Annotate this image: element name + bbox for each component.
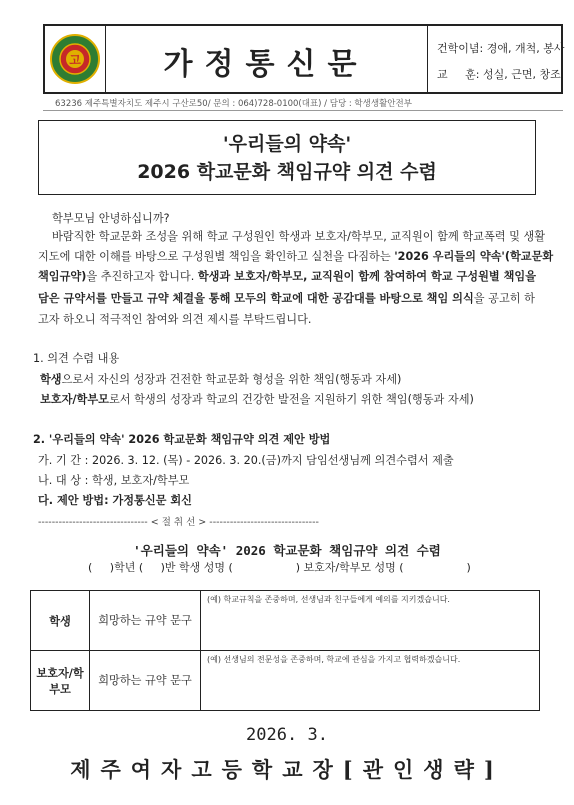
- body-line-2-bold: '2026 우리들의 약속'(학교문화: [394, 250, 554, 263]
- school-motto-value: 성실, 근면, 창조: [482, 68, 561, 81]
- body-line-1: 바람직한 학교문화 조성을 위해 학교 구성원인 학생과 보호자/학부모, 교직원이 함께 학교폭력 및 생활: [52, 230, 546, 243]
- section1-item-student-text: 으로서 자신의 성장과 건전한 학교문화 형성을 위한 책임(행동과 자세): [61, 373, 402, 386]
- form-title: '우리들의 약속' 2026 학교문화 책임규약 의견 수렴: [133, 543, 441, 558]
- school-emblem-icon: [49, 33, 101, 85]
- body-line-2-text: 지도에 대한 이해를 바탕으로 구성원별 책임을 확인하고 실천을 다짐하는: [38, 250, 395, 263]
- school-principal-signature: 제주여자고등학교장[관인생략]: [70, 757, 504, 782]
- section2-target: 나. 대 상 : 학생, 보호자/학부모: [38, 474, 190, 487]
- section1-item-student-bold: 학생: [40, 373, 62, 386]
- header-divider: [43, 110, 563, 111]
- body-line-4: [38, 292, 535, 306]
- section1-item-student: [40, 373, 401, 387]
- form-row-who: 보호자/학부모: [31, 651, 90, 711]
- logo-char: 고: [69, 53, 81, 67]
- section1-heading: 1. 의견 수렴 내용: [33, 352, 120, 365]
- form-row-example[interactable]: (예) 학교규칙을 존중하며, 선생님과 친구들에게 예의를 지키겠습니다.: [201, 591, 540, 651]
- issue-date: 2026. 3.: [246, 725, 328, 745]
- body-line-3-bold2: 학생과 보호자/학부모, 교직원이 함께 참여하여 학교 구성원별 책임을: [197, 270, 537, 283]
- body-line-3: [38, 270, 536, 284]
- school-motto-label: 교 훈:: [437, 68, 480, 81]
- section2-period: 가. 기 간 : 2026. 3. 12. (목) - 2026. 3. 20.(금)까지 담임선생님께 의견수렴서 제출: [38, 454, 454, 467]
- school-address: 63236 제주특별자치도 제주시 구산로50/ 문의 : 064)728-0100(대표) / 담당 : 학생생활안전부: [55, 99, 412, 109]
- notice-title-line2: 2026 학교문화 책임규약 의견 수렴: [137, 161, 437, 183]
- school-logo-cell: [45, 26, 106, 92]
- greeting: 학부모님 안녕하십니까?: [52, 212, 170, 225]
- newsletter-header: [43, 24, 563, 94]
- notice-title-box: [38, 120, 536, 195]
- section1-item-guardian-bold: 보호자/학부모: [40, 393, 109, 406]
- section1-item-guardian: [40, 393, 474, 407]
- school-motto: [437, 66, 561, 82]
- page-title: 가정통신문: [163, 47, 369, 82]
- form-row-label: 희망하는 규약 문구: [90, 651, 201, 711]
- form-row-guardian: [31, 651, 540, 711]
- form-name-fields: ( )학년 ( )반 학생 성명 ( ) 보호자/학부모 성명 ( ): [88, 561, 471, 574]
- founding-philosophy: 건학이념: 경애, 개척, 봉사: [437, 42, 565, 55]
- body-line-3-text: 을 추진하고자 합니다.: [86, 270, 198, 283]
- cut-line: -------------------------------- < 절 취 선 > --------------------------------: [38, 517, 319, 528]
- body-line-4-text: 을 공고히 하: [473, 292, 535, 305]
- body-line-5: 고자 하오니 적극적인 참여와 의견 제시를 부탁드립니다.: [38, 313, 312, 326]
- reply-form-table: [30, 590, 540, 711]
- section2-method: 다. 제안 방법: 가정통신문 회신: [38, 494, 192, 507]
- body-line-2: [38, 250, 553, 264]
- form-row-example[interactable]: (예) 선생님의 전문성을 존중하며, 학교에 관심을 가지고 협력하겠습니다.: [201, 651, 540, 711]
- notice-title-line1: '우리들의 약속': [222, 133, 352, 155]
- body-line-4-bold: 담은 규약서를 만들고 규약 체결을 통해 모두의 학교에 대한 공감대를 바탕으로 책임 의식: [38, 292, 474, 305]
- form-row-who: 학생: [31, 591, 90, 651]
- title-cell: [105, 26, 428, 92]
- section1-item-guardian-text: 로서 학생의 성장과 학교의 건강한 발전을 지원하기 위한 책임(행동과 자세): [108, 393, 474, 406]
- form-row-student: [31, 591, 540, 651]
- section2-heading: 2. '우리들의 약속' 2026 학교문화 책임규약 의견 제안 방법: [33, 433, 331, 446]
- body-line-3-bold: 책임규약): [38, 270, 87, 283]
- form-row-label: 희망하는 규약 문구: [90, 591, 201, 651]
